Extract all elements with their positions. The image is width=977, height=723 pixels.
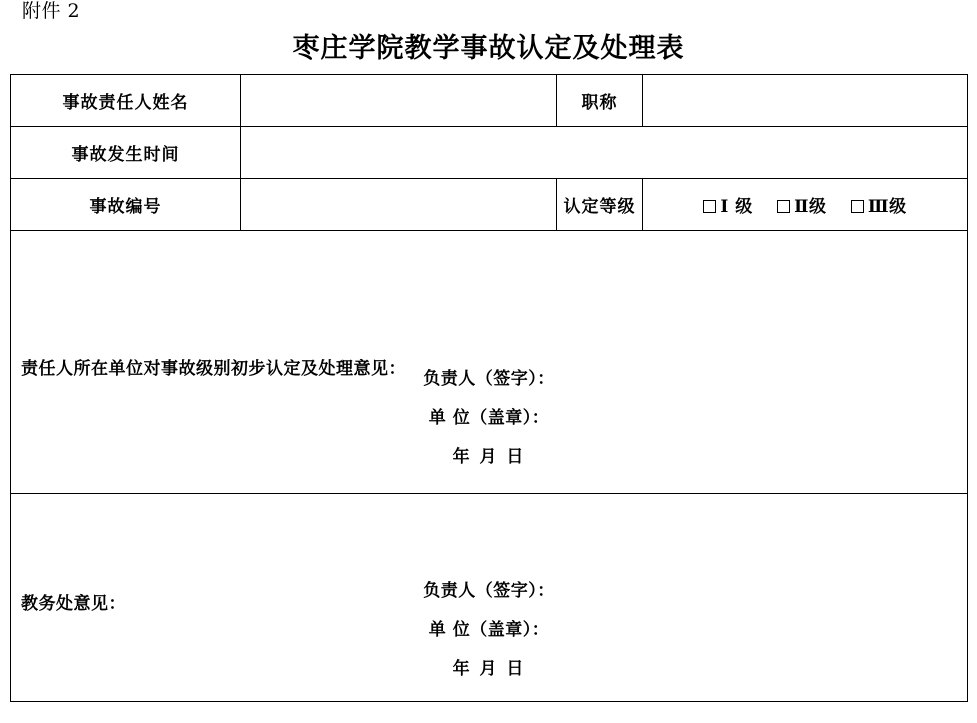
unit-opinion-cell[interactable] <box>11 231 968 494</box>
level-option-2-label: Ⅱ级 <box>794 197 827 217</box>
label-accident-time: 事故发生时间 <box>11 127 241 179</box>
table-row <box>11 494 968 702</box>
attachment-label: 附件 2 <box>22 0 81 22</box>
field-job-title[interactable] <box>643 75 968 127</box>
level-checkbox-group <box>643 179 968 231</box>
table-row <box>11 179 968 231</box>
unit-signature-block <box>11 364 967 481</box>
table-row <box>11 127 968 179</box>
academic-office-signature-block <box>11 576 967 693</box>
label-responsible-person-name: 事故责任人姓名 <box>11 75 241 127</box>
page-title: 枣庄学院教学事故认定及处理表 <box>292 33 685 64</box>
level-option-3-label: Ⅲ级 <box>867 197 907 217</box>
level-option-2[interactable] <box>777 192 826 217</box>
unit-signature-person: 负责人（签字）： <box>423 369 555 389</box>
academic-office-opinion-cell[interactable] <box>11 494 968 702</box>
field-responsible-person-name[interactable] <box>241 75 557 127</box>
label-accident-number: 事故编号 <box>11 179 241 231</box>
level-option-1[interactable] <box>703 192 752 217</box>
level-option-3[interactable] <box>851 192 907 217</box>
checkbox-icon[interactable] <box>777 200 790 213</box>
field-accident-number[interactable] <box>241 179 557 231</box>
academic-office-opinion-heading: 教务处意见： <box>21 594 126 614</box>
table-row <box>11 231 968 494</box>
academic-office-signature-person: 负责人（签字）： <box>423 581 555 601</box>
academic-office-signature-stamp: 单 位（盖章）： <box>428 620 550 640</box>
unit-signature-date: 年 月 日 <box>452 447 526 467</box>
academic-office-signature-date: 年 月 日 <box>452 659 526 679</box>
level-option-1-label: Ⅰ 级 <box>720 197 753 217</box>
field-accident-time[interactable] <box>241 127 968 179</box>
checkbox-icon[interactable] <box>703 200 716 213</box>
table-row <box>11 75 968 127</box>
label-job-title: 职称 <box>557 75 643 127</box>
checkbox-icon[interactable] <box>851 200 864 213</box>
label-determined-level: 认定等级 <box>557 179 643 231</box>
unit-opinion-heading: 责任人所在单位对事故级别初步认定及处理意见： <box>21 358 406 379</box>
accident-form-table <box>10 74 968 702</box>
unit-signature-stamp: 单 位（盖章）： <box>428 408 550 428</box>
